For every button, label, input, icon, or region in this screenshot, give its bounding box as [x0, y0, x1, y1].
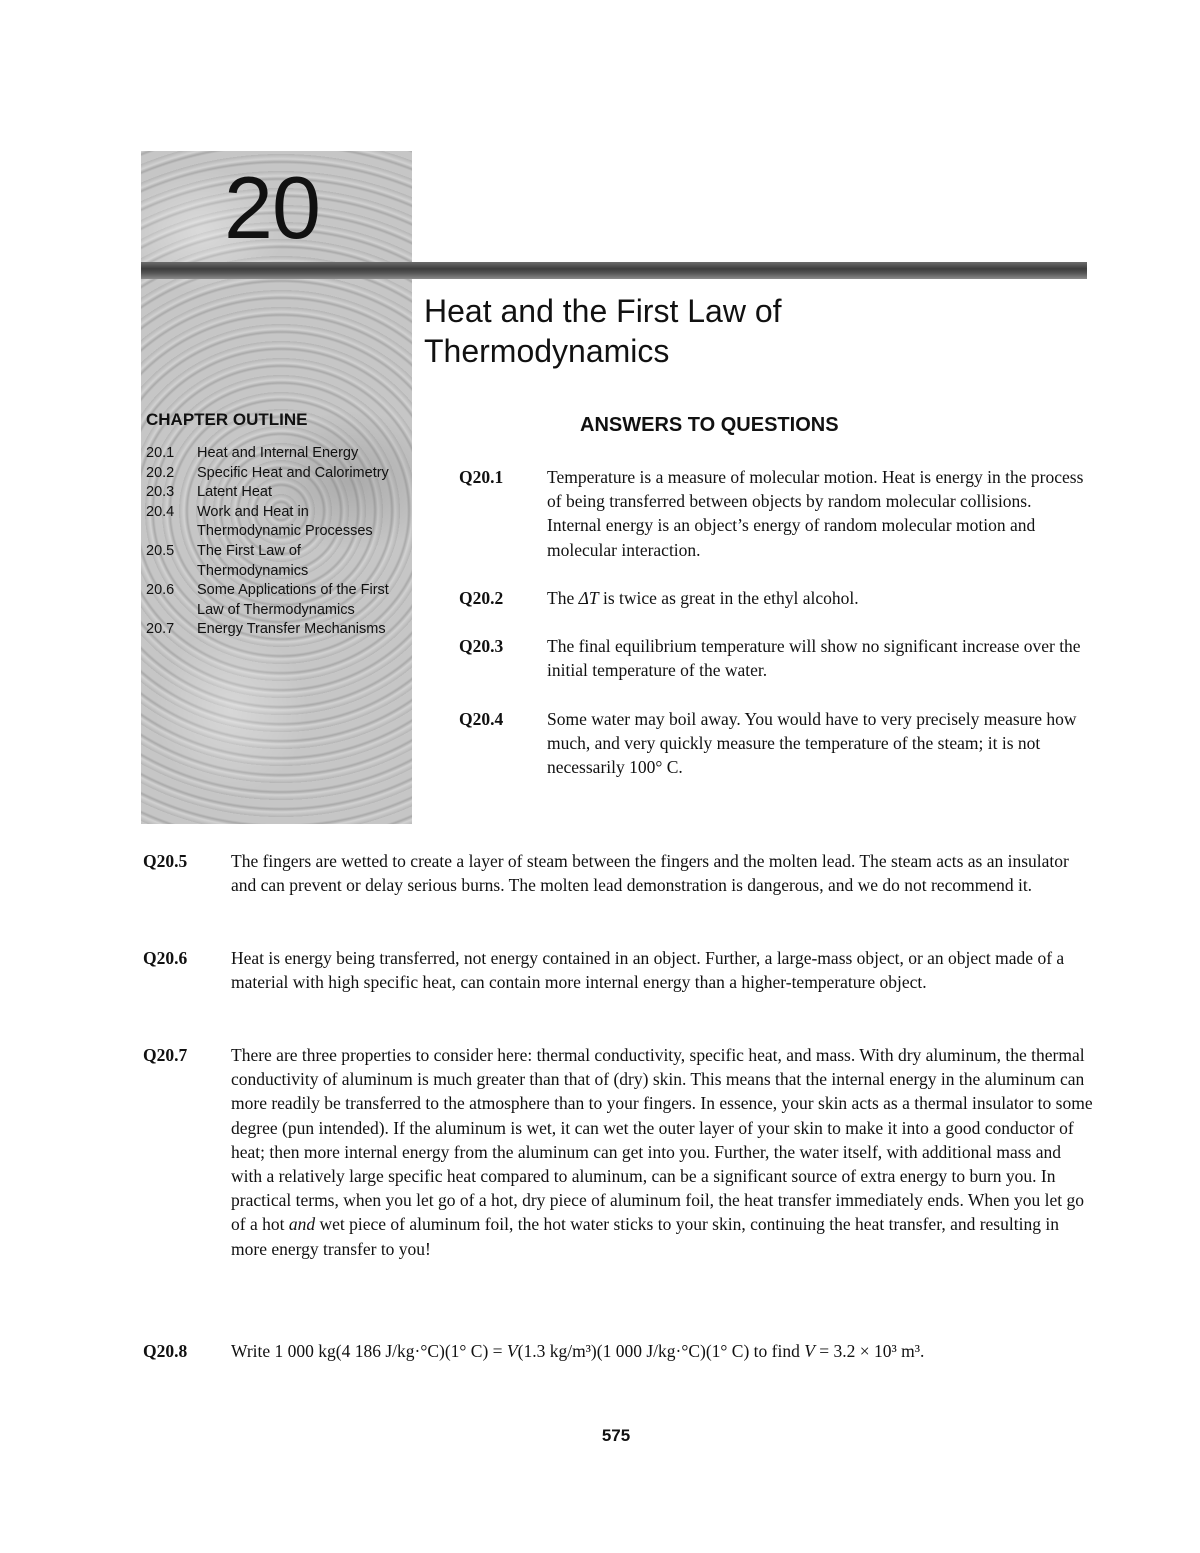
answer-text-part: There are three properties to consider here: thermal conductivity, specific heat, and mass. With dry aluminum, the thermal conductivity of aluminum is much greater than that of (dry) skin. This means that the internal energy in the aluminum can more readily be transferred to the atmosphere than to your fingers. In essence, your skin acts as a thermal insulator to some degree (pun intended). If the aluminum is wet, it can wet the outer layer of your skin to make it into a good conductor of heat; then more internal energy from the aluminum can get into you. Further, the water itself, with additional mass and with a relatively large specific heat compared to aluminum, can be a significant source of extra energy to burn you. In practical terms, when you let go of a hot, dry piece of aluminum foil, the heat transfer immediately ends. When you let go of a hot [231, 1045, 1093, 1235]
delta-t-symbol: ΔT [578, 588, 599, 608]
answer-text: Heat is energy being transferred, not energy contained in an object. Further, a large-mass object, or an object made of a material with high specific heat, can contain more internal energy than a higher-temperature object. [231, 948, 1065, 993]
outline-item-title: Heat and Internal Energy [197, 445, 359, 461]
answer-q20-2 [459, 586, 1089, 610]
outline-item [146, 444, 408, 464]
equation-result: = 3.2 × 10³ m³. [814, 1341, 925, 1361]
outline-item [146, 483, 408, 503]
answer-text-part: wet piece of aluminum foil, the hot water sticks to your skin, continuing the heat transfer, and resulting in more energy transfer to you! [231, 1214, 1059, 1259]
outline-item-title: Some Applications of the First Law of Thermodynamics [197, 582, 389, 618]
equation-lhs: 1 000 kg(4 186 J/kg·°C)(1° C) = [274, 1341, 507, 1361]
outline-item-number: 20.1 [146, 445, 175, 461]
answer-q20-3 [459, 634, 1089, 682]
answer-text: Temperature is a measure of molecular motion. Heat is energy in the process of being transferred between objects by random molecular collisions. Internal energy is an object’s energy of random molecular motion and molecular interaction. [547, 467, 1084, 560]
answer-text-part: Write [231, 1341, 275, 1361]
question-label: Q20.7 [143, 1045, 188, 1065]
header-rule [141, 262, 1087, 279]
outline-item-number: 20.5 [146, 542, 175, 559]
question-label: Q20.4 [459, 709, 504, 729]
answer-q20-6 [143, 946, 1093, 994]
answer-text-part: is twice as great in the ethyl alcohol. [598, 588, 859, 608]
outline-item [146, 620, 408, 640]
emphasis-text: and [288, 1214, 316, 1235]
answer-text [231, 1043, 1093, 1261]
answer-text-part: to find [749, 1341, 805, 1361]
outline-item-number: 20.4 [146, 503, 175, 520]
question-label: Q20.8 [143, 1341, 188, 1361]
answers-heading: ANSWERS TO QUESTIONS [580, 414, 839, 436]
answer-text [231, 1339, 1093, 1363]
outline-item-number: 20.3 [146, 484, 175, 501]
answer-text: The fingers are wetted to create a layer of steam between the fingers and the molten lead. The steam acts as an insulator and can prevent or delay serious burns. The molten lead demonstration is dangerous, and we do not recommend it. [231, 851, 1069, 896]
outline-heading: CHAPTER OUTLINE [146, 410, 308, 429]
question-label: Q20.2 [459, 588, 504, 608]
outline-item [146, 581, 408, 620]
outline-item [146, 503, 408, 542]
question-label: Q20.3 [459, 636, 504, 656]
question-label: Q20.1 [459, 467, 504, 487]
equation-rhs: (1.3 kg/m³)(1 000 J/kg·°C)(1° C) [517, 1341, 750, 1361]
outline-item-number: 20.6 [146, 582, 175, 599]
answer-text: Some water may boil away. You would have to very precisely measure how much, and very quickly measure the temperature of the steam; it is not necessarily 100° C. [547, 709, 1077, 778]
chapter-title: Heat and the First Law of Thermodynamics [424, 293, 782, 369]
volume-symbol: V [804, 1341, 815, 1361]
answer-q20-5 [143, 849, 1093, 897]
outline-item [146, 464, 408, 484]
outline-item-title: Latent Heat [197, 484, 272, 501]
answer-text: The final equilibrium temperature will show no significant increase over the initial temperature of the water. [547, 636, 1081, 681]
answer-text [547, 586, 1089, 610]
outline-item-title: Energy Transfer Mechanisms [197, 621, 386, 638]
outline-item [146, 542, 408, 581]
question-label: Q20.6 [143, 948, 188, 968]
chapter-outline [146, 444, 408, 640]
outline-item-number: 20.2 [146, 464, 175, 481]
answer-text-part: The [547, 588, 579, 608]
outline-item-number: 20.7 [146, 621, 175, 638]
chapter-number: 20 [224, 158, 320, 257]
answer-q20-8 [143, 1339, 1093, 1363]
outline-item-title: Specific Heat and Calorimetry [197, 464, 389, 481]
volume-symbol: V [506, 1341, 518, 1361]
page-number: 575 [601, 1426, 631, 1445]
outline-item-title: The First Law of Thermodynamics [197, 542, 309, 579]
answer-q20-4 [459, 707, 1089, 780]
answer-q20-1 [459, 465, 1089, 562]
answer-q20-7 [143, 1043, 1093, 1261]
outline-item-title: Work and Heat in Thermodynamic Processes [197, 503, 373, 540]
question-label: Q20.5 [143, 851, 188, 871]
